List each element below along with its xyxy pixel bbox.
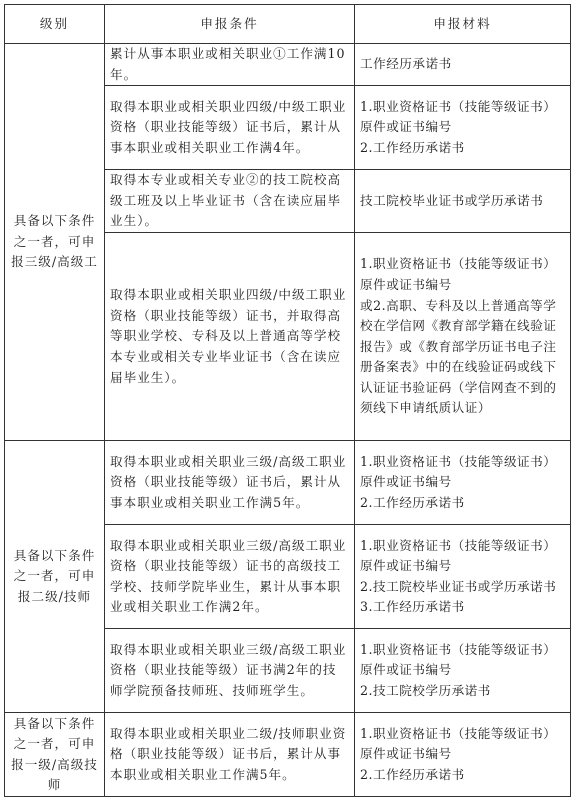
materials-cell [355,713,571,797]
material-item: 1.职业资格证书（技能等级证书）原件或证书编号 [360,256,557,292]
materials-cell [355,44,571,86]
condition-cell: 取得本专业或相关专业②的技工院校高级工班及以上毕业证书（含在读应届毕业生）。 [105,170,355,233]
material-item: 2.工作经历承诺书 [360,494,465,510]
condition-cell: 取得本职业或相关职业三级/高级工职业资格（职业技能等级）证书满2年的技师学院预备技师班、技师班学生。 [105,629,355,713]
material-item: 1.职业资格证书（技能等级证书）原件或证书编号 [360,98,557,135]
materials-cell [355,86,571,170]
table-row [5,441,571,525]
header-conditions: 申报条件 [105,5,355,44]
level-cell-technician: 具备以下条件之一者，可申报二级/技师 [5,441,105,713]
material-item: 2.工作经历承诺书 [360,139,465,155]
header-level: 级别 [5,5,105,44]
materials-cell [355,441,571,525]
material-item: 3.工作经历承诺书 [360,599,465,615]
material-item: 2.技工院校毕业证书或学历承诺书 [360,578,557,594]
materials-cell [355,629,571,713]
material-item: 工作经历承诺书 [360,56,452,72]
material-item: 1.职业资格证书（技能等级证书）原件或证书编号 [360,641,557,678]
material-item: 或2.高职、专科及以上普通高等学校在学信网《教育部学籍在线验证报告》或《教育部学历证书电子注册备案表》中的在线验证码或线下认证证书验证码（学信网查不到的须线下申请纸质认证） [360,297,557,416]
material-item: 1.职业资格证书（技能等级证书）原件或证书编号 [360,537,557,574]
condition-cell: 取得本职业或相关职业二级/技师职业资格（职业技能等级）证书后，累计从事本职业或相关职业工作满5年。 [105,713,355,797]
material-item: 2.技工院校学历承诺书 [360,682,491,698]
table-row [5,713,571,797]
table-row [5,44,571,86]
header-row [5,5,571,44]
material-item: 1.职业资格证书（技能等级证书）原件或证书编号 [360,725,557,762]
level-cell-senior-technician: 具备以下条件之一者，可申报一级/高级技师 [5,713,105,797]
requirements-table [4,4,571,797]
condition-cell: 取得本职业或相关职业四级/中级工职业资格（职业技能等级）证书，并取得高等职业学校、专科及以上普通高等学校本专业或相关专业毕业证书（含在读应届毕业生）。 [105,233,355,441]
condition-cell: 取得本职业或相关职业三级/高级工职业资格（职业技能等级）证书后，累计从事本职业或相关职业工作满5年。 [105,441,355,525]
materials-cell [355,170,571,233]
level-cell-senior-worker: 具备以下条件之一者，可申报三级/高级工 [5,44,105,441]
material-item: 技工院校毕业证书或学历承诺书 [360,192,544,208]
material-item: 1.职业资格证书（技能等级证书）原件或证书编号 [360,453,557,490]
material-item: 2.工作经历承诺书 [360,766,465,782]
materials-cell [355,525,571,629]
condition-cell: 累计从事本职业或相关职业①工作满10年。 [105,44,355,86]
materials-cell [355,233,571,441]
condition-cell: 取得本职业或相关职业三级/高级工职业资格（职业技能等级）证书的高级技工学校、技师学院毕业生，累计从事本职业或相关职业工作满2年。 [105,525,355,629]
condition-cell: 取得本职业或相关职业四级/中级工职业资格（职业技能等级）证书后，累计从事本职业或相关职业工作满4年。 [105,86,355,170]
header-materials: 申报材料 [355,5,571,44]
